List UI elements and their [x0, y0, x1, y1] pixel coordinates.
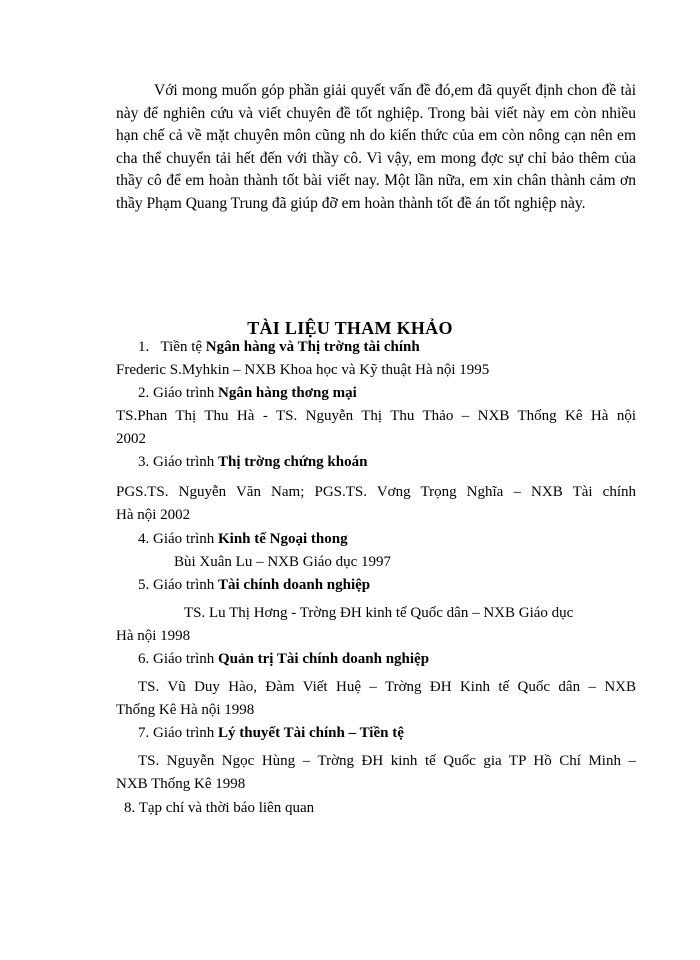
reference-title-3: 3. Giáo trình Thị trờng chứng khoán [138, 454, 368, 470]
reference-title-5: 5. Giáo trình Tài chính doanh nghiệp [138, 577, 371, 593]
reference-detail-7a: TS. Nguyễn Ngọc Hùng – Trờng ĐH kinh tế Quốc gia TP Hồ Chí Minh – [138, 753, 636, 769]
reference-item-8: 8. Tạp chí và thời báo liên quan [124, 800, 315, 816]
reference-detail-2a: TS.Phan Thị Thu Hà - TS. Nguyễn Thị Thu Thảo – NXB Thống Kê Hà nội [116, 408, 636, 424]
reference-title-1: 1. Tiền tệ Ngân hàng và Thị trờng tài chính [138, 339, 420, 355]
reference-detail-6b: Thống Kê Hà nội 1998 [116, 702, 255, 718]
intro-section [116, 80, 636, 216]
reference-detail-7b: NXB Thống Kê 1998 [116, 776, 246, 792]
reference-detail-1: Frederic S.Myhkin – NXB Khoa học và Kỹ thuật Hà nội 1995 [116, 362, 490, 378]
reference-detail-3a: PGS.TS. Nguyễn Văn Nam; PGS.TS. Vơng Trọng Nghĩa – NXB Tài chính [116, 484, 636, 500]
reference-detail-6a: TS. Vũ Duy Hào, Đàm Viết Huệ – Trờng ĐH Kinh tế Quốc dân – NXB [138, 679, 636, 695]
reference-title-4: 4. Giáo trình Kinh tế Ngoại thong [138, 531, 348, 547]
reference-detail-5b: Hà nội 1998 [116, 628, 191, 644]
references-heading: TÀI LIỆU THAM KHẢO [247, 318, 453, 338]
reference-title-2: 2. Giáo trình Ngân hàng thơng mại [138, 385, 357, 401]
reference-title-6: 6. Giáo trình Quản trị Tài chính doanh nghiệp [138, 651, 430, 667]
reference-title-7: 7. Giáo trình Lý thuyết Tài chính – Tiền tệ [138, 725, 404, 741]
reference-detail-3b: Hà nội 2002 [116, 507, 191, 523]
reference-detail-5a: TS. Lu Thị Hơng - Trờng ĐH kinh tế Quốc dân – NXB Giáo dục [184, 605, 574, 621]
intro-paragraph: Với mong muốn góp phần giải quyết vấn đề đó,em đã quyết định chon đề tài này để nghiên cứu và viết chuyên đề tốt nghiệp. Trong bài viết này em còn nhiều hạn chế cả về mặt chuyên môn cũng nh do kiến thức của em còn nông cạn nên em cha thể chuyển tải hết đến với thầy cô. Vì vậy, em mong đợc sự chỉ bảo thêm của thầy cô để em hoàn thành tốt bài viết nay. Một lần nữa, em xin chân thành cảm ơn thầy Phạm Quang Trung đã giúp đỡ em hoàn thành tốt đề án tốt nghiệp này. [116, 82, 636, 212]
reference-detail-2b: 2002 [116, 431, 146, 447]
reference-detail-4: Bùi Xuân Lu – NXB Giáo dục 1997 [174, 554, 392, 570]
